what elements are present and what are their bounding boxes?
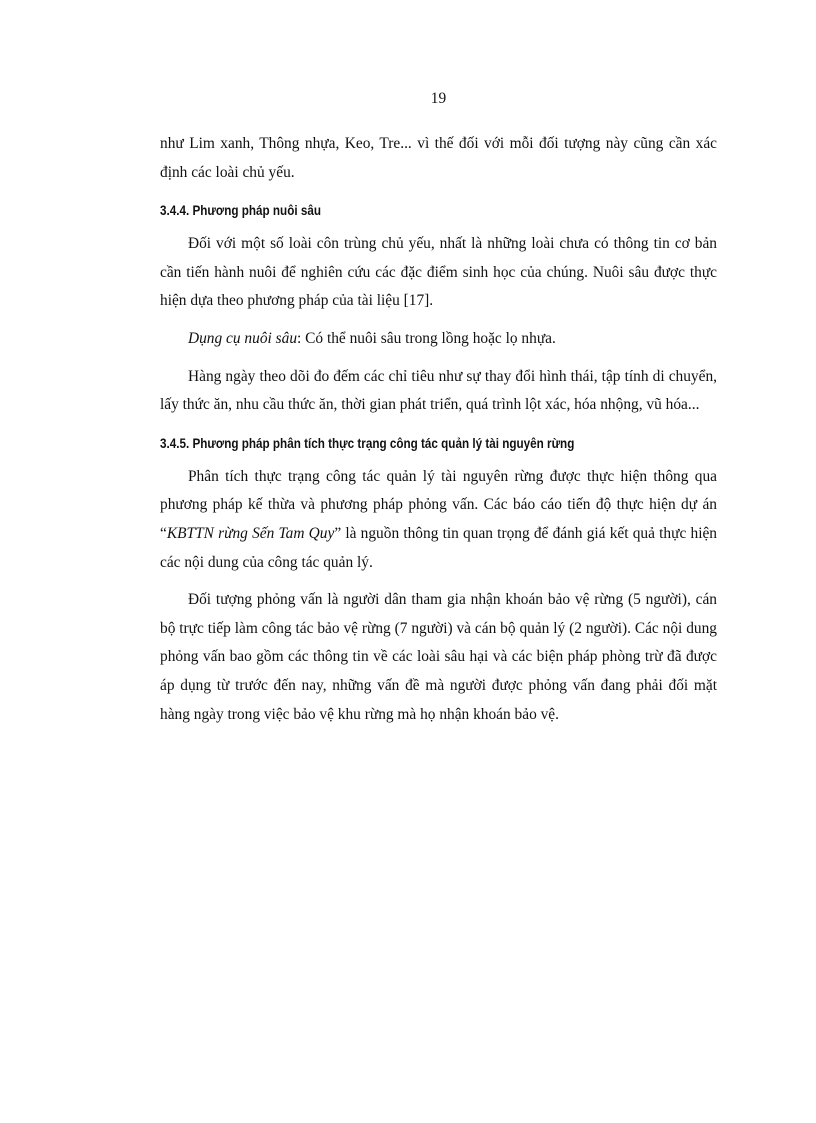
section-heading-management-analysis: 3.4.5. Phương pháp phân tích thực trạng công tác quản lý tài nguyên rừng: [160, 435, 575, 451]
paragraph-rearing-tools: [160, 325, 717, 354]
project-name: KBTTN rừng Sến Tam Quy: [166, 524, 335, 542]
paragraph-continuation: như Lim xanh, Thông nhựa, Keo, Tre... vì thế đối với mỗi đối tượng này cũng cần xác định các loài chủ yếu.: [160, 135, 717, 181]
paragraph-management-analysis: [160, 463, 717, 577]
page-content: [160, 130, 717, 738]
page-number: 19: [430, 90, 447, 107]
management-text-b: ” là nguồn thông tin quan trọng để đánh giá kết quả thực hiện các nội dung của công tác quản lý.: [160, 524, 717, 571]
rearing-tools-label: Dụng cụ nuôi sâu: [188, 329, 298, 347]
management-text-a: Phân tích thực trạng công tác quản lý tài nguyên rừng được thực hiện thông qua phương pháp kế thừa và phương pháp phỏng vấn. Các báo cáo tiến độ thực hiện dự án “: [160, 467, 717, 542]
section-heading-rearing-method: 3.4.4. Phương pháp nuôi sâu: [160, 203, 321, 219]
rearing-tools-text: : Có thể nuôi sâu trong lồng hoặc lọ nhựa.: [297, 329, 556, 347]
paragraph-rearing-intro: Đối với một số loài côn trùng chủ yếu, nhất là những loài chưa có thông tin cơ bản cần tiến hành nuôi để nghiên cứu các đặc điểm sinh học của chúng. Nuôi sâu được thực hiện dựa theo phương pháp của tài liệu [17].: [160, 235, 717, 310]
paragraph-daily-monitoring: Hàng ngày theo dõi đo đếm các chỉ tiêu như sự thay đổi hình thái, tập tính di chuyển, lấy thức ăn, nhu cầu thức ăn, thời gian phát triển, quá trình lột xác, hóa nhộng, vũ hóa...: [160, 367, 717, 414]
paragraph-interviewees: Đối tượng phỏng vấn là người dân tham gia nhận khoán bảo vệ rừng (5 người), cán bộ trực tiếp làm công tác bảo vệ rừng (7 người) và cán bộ quản lý (2 người). Các nội dung phỏng vấn bao gồm các thông tin về các loài sâu hại và các biện pháp phòng trừ đã được áp dụng từ trước đến nay, những vấn đề mà người được phỏng vấn đang phải đối mặt hàng ngày trong việc bảo vệ khu rừng mà họ nhận khoán bảo vệ.: [160, 591, 717, 723]
